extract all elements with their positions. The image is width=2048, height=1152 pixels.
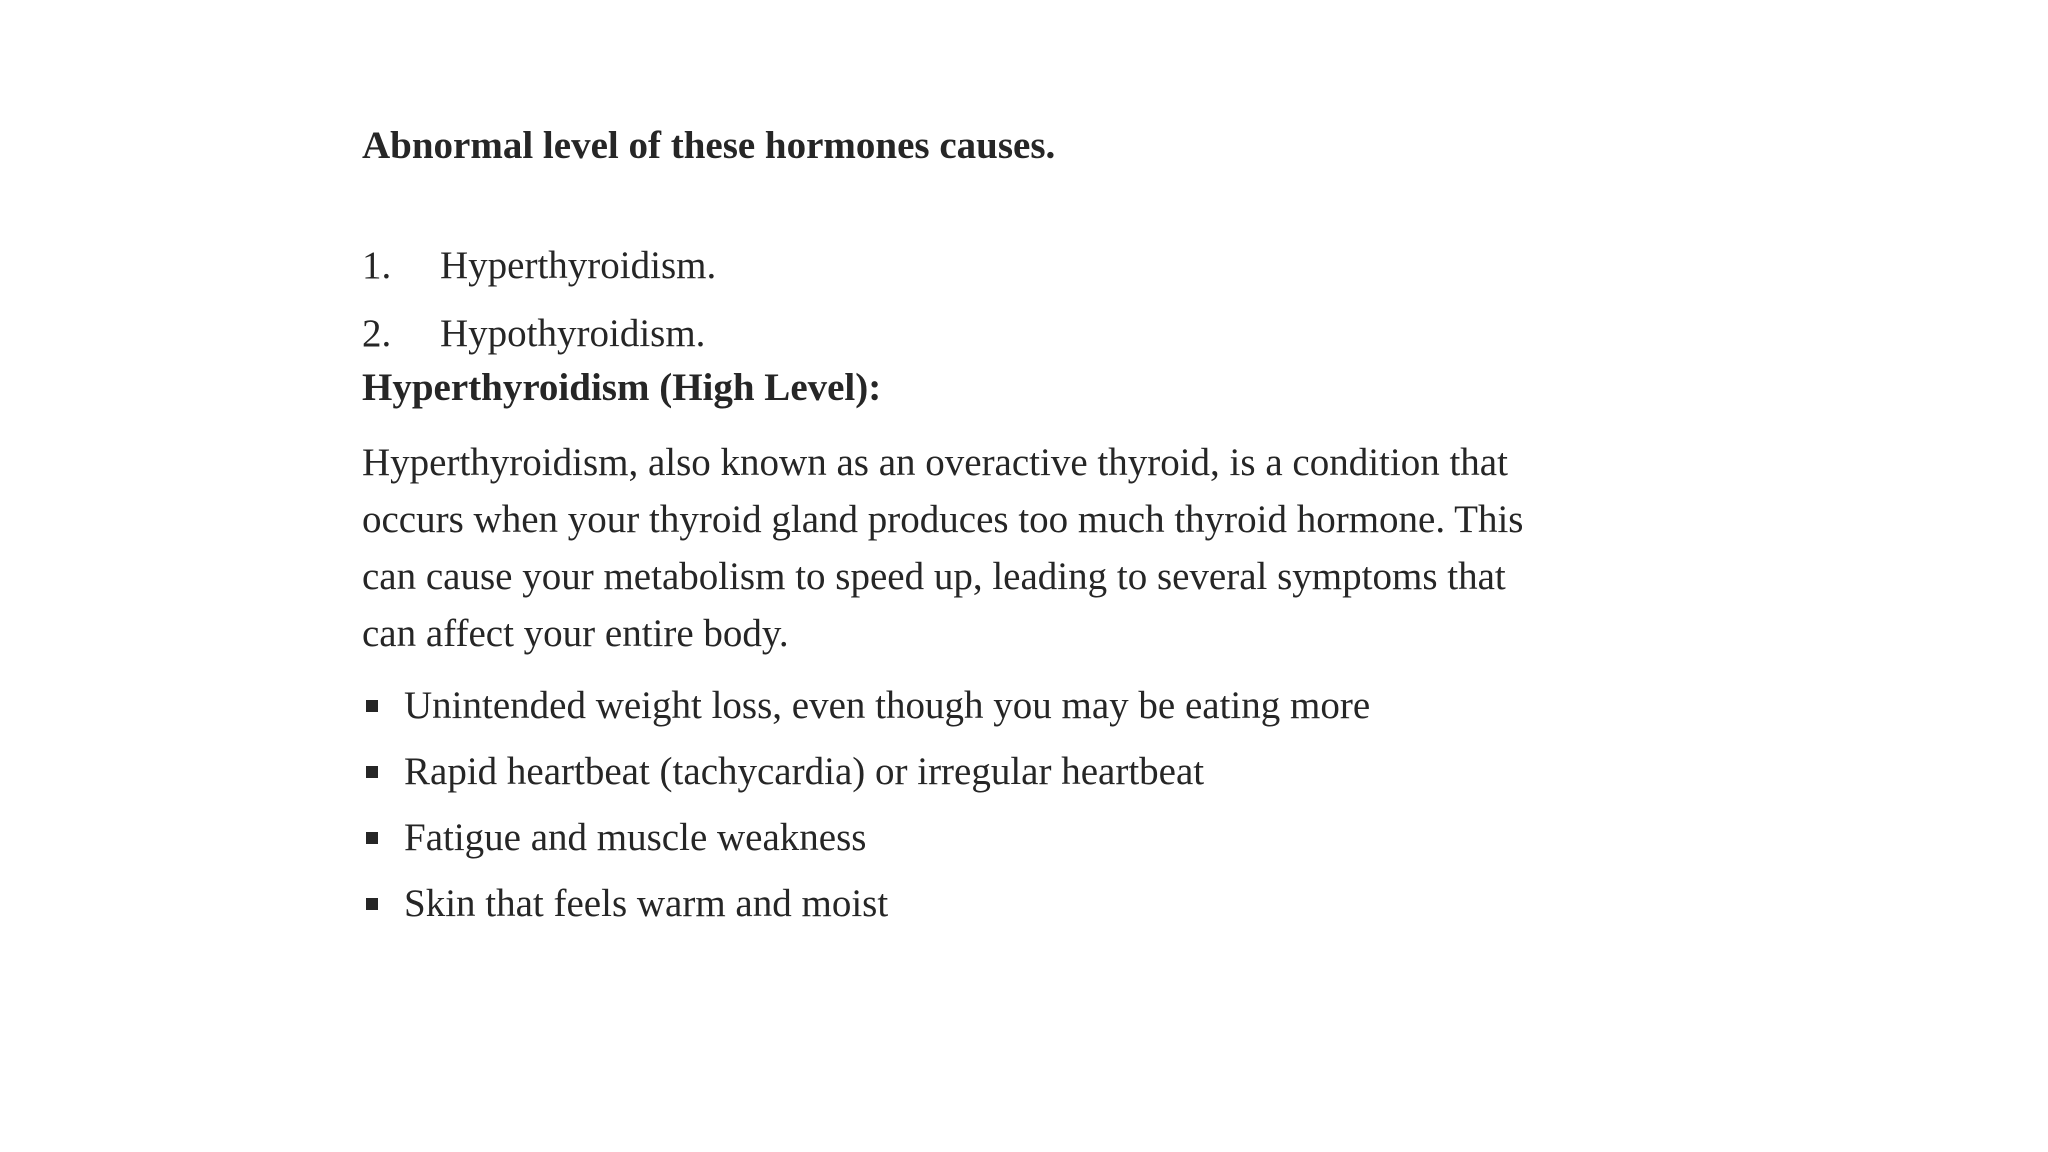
square-bullet-icon	[366, 832, 378, 844]
list-item	[362, 678, 1562, 734]
symptom-text: Rapid heartbeat (tachycardia) or irregular heartbeat	[404, 750, 1205, 793]
square-bullet-icon	[366, 898, 378, 910]
causes-list	[362, 238, 1562, 362]
list-item-text: Hypothyroidism.	[440, 312, 706, 355]
square-bullet-icon	[366, 766, 378, 778]
hyperthyroidism-heading: Hyperthyroidism (High Level):	[362, 366, 882, 409]
square-bullet-icon	[366, 700, 378, 712]
symptom-text: Unintended weight loss, even though you may be eating more	[404, 684, 1371, 727]
symptoms-list	[362, 678, 1562, 932]
section-heading: Abnormal level of these hormones causes.	[362, 124, 1056, 167]
symptom-text: Fatigue and muscle weakness	[404, 816, 867, 859]
list-item	[362, 744, 1562, 800]
list-item	[362, 876, 1562, 932]
hyperthyroidism-description: Hyperthyroidism, also known as an overactive thyroid, is a condition that occurs when your thyroid gland produces too much thyroid hormone. This can cause your metabolism to speed up, leading to several symptoms that can affect your entire body.	[362, 441, 1524, 655]
list-item-text: Hyperthyroidism.	[440, 244, 717, 287]
list-item	[362, 306, 1562, 362]
list-number: 2.	[362, 312, 392, 355]
list-number: 1.	[362, 244, 392, 287]
list-item	[362, 810, 1562, 866]
list-item	[362, 238, 1562, 294]
symptom-text: Skin that feels warm and moist	[404, 882, 889, 925]
document-content	[362, 118, 1562, 942]
